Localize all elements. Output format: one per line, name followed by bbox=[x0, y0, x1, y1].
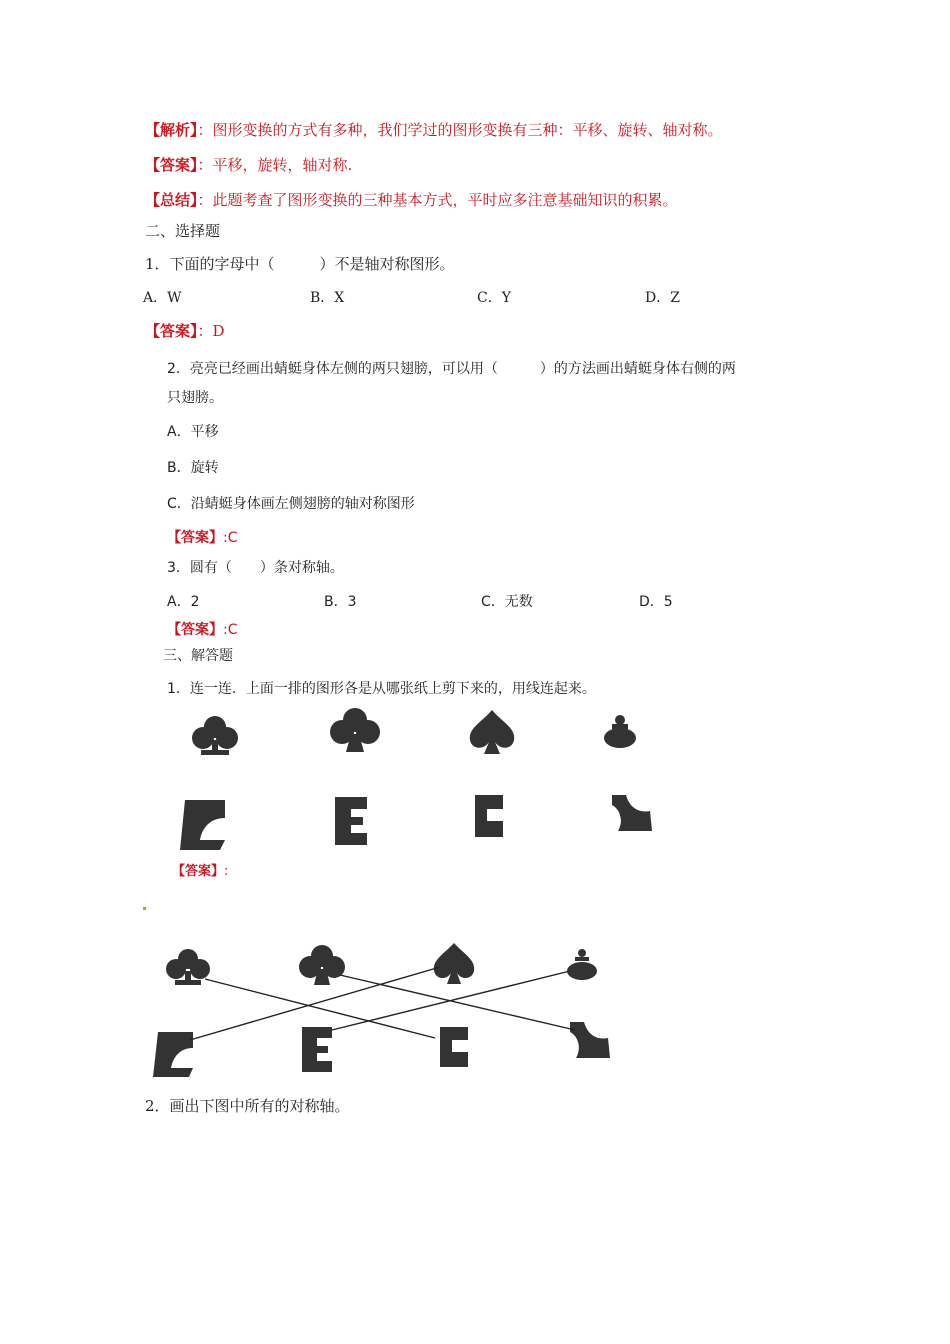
pawn-icon bbox=[604, 715, 636, 748]
q1-option-d: D．Z bbox=[645, 290, 680, 306]
q3-answer-text: :C bbox=[223, 622, 238, 638]
section-heading-solve: 三、解答题 bbox=[163, 648, 233, 664]
paper-cut-2 bbox=[302, 1027, 332, 1072]
summary-label: 【总结】 bbox=[145, 191, 198, 209]
club-icon bbox=[166, 949, 210, 985]
section-heading-choice: 二、选择题 bbox=[145, 222, 221, 240]
q1-answer-label: 【答案】 bbox=[145, 322, 198, 340]
analysis-label: 【解析】 bbox=[145, 121, 198, 139]
summary-text: ：此题考查了图形变换的三种基本方式，平时应多注意基础知识的积累。 bbox=[197, 191, 678, 209]
q2-answer bbox=[167, 527, 238, 547]
q3-option-c: C．无数 bbox=[481, 594, 533, 610]
analysis-line bbox=[145, 119, 723, 140]
answer-label: 【答案】 bbox=[145, 156, 198, 174]
paper-cut-3 bbox=[440, 1027, 468, 1067]
paper-cut-1 bbox=[180, 800, 225, 850]
q2-option-b: B．旋转 bbox=[167, 460, 219, 476]
paper-cut-1 bbox=[153, 1032, 193, 1077]
paper-cut-3 bbox=[475, 795, 503, 837]
q4-answer-text: : bbox=[224, 864, 229, 879]
q2-answer-text: :C bbox=[223, 530, 238, 546]
q4-answer bbox=[172, 860, 228, 879]
stray-mark bbox=[143, 907, 146, 910]
question-3: 3．圆有（ ）条对称轴。 bbox=[167, 560, 344, 576]
q3-option-a: A．2 bbox=[167, 594, 200, 610]
paper-cut-4 bbox=[570, 1022, 610, 1058]
analysis-text: ：图形变换的方式有多种，我们学过的图形变换有三种：平移、旋转、轴对称。 bbox=[197, 121, 723, 139]
q2-option-a: A．平移 bbox=[167, 424, 219, 440]
answer-line bbox=[145, 154, 352, 175]
q1-option-c: C．Y bbox=[477, 290, 511, 306]
answer-text: ：平移，旋转，轴对称. bbox=[197, 156, 353, 174]
club-icon bbox=[330, 708, 380, 752]
paper-cut-4 bbox=[612, 795, 652, 831]
q2-option-c: C．沿蜻蜓身体画左侧翅膀的轴对称图形 bbox=[167, 496, 415, 512]
spade-icon bbox=[434, 943, 474, 984]
club-icon bbox=[192, 716, 238, 755]
q3-option-d: D．5 bbox=[639, 594, 673, 610]
question-2-line1: 2．亮亮已经画出蜻蜓身体左侧的两只翅膀，可以用（ ）的方法画出蜻蜓身体右侧的两 bbox=[167, 361, 736, 377]
q1-answer bbox=[145, 320, 225, 341]
question-2-line2: 只翅膀。 bbox=[167, 390, 223, 406]
answer-figure bbox=[150, 935, 630, 1085]
q3-answer-label: 【答案】 bbox=[167, 622, 223, 638]
question-1: 1．下面的字母中（ ）不是轴对称图形。 bbox=[145, 255, 455, 273]
question-4: 1．连一连．上面一排的图形各是从哪张纸上剪下来的，用线连起来。 bbox=[167, 681, 596, 697]
question-5: 2．画出下图中所有的对称轴。 bbox=[145, 1097, 350, 1115]
paper-cut-2 bbox=[335, 797, 367, 845]
q4-answer-label: 【答案】 bbox=[172, 864, 225, 879]
q2-answer-label: 【答案】 bbox=[167, 530, 223, 546]
q1-option-a: A．W bbox=[143, 290, 182, 306]
club-icon bbox=[299, 945, 345, 985]
q3-answer bbox=[167, 619, 238, 639]
spade-icon bbox=[470, 710, 514, 754]
q1-answer-text: ：D bbox=[197, 322, 225, 340]
summary-line bbox=[145, 189, 678, 210]
q3-option-b: B．3 bbox=[324, 594, 357, 610]
pawn-icon bbox=[567, 949, 597, 980]
q1-option-b: B．X bbox=[310, 290, 345, 306]
question-figure bbox=[170, 700, 690, 860]
